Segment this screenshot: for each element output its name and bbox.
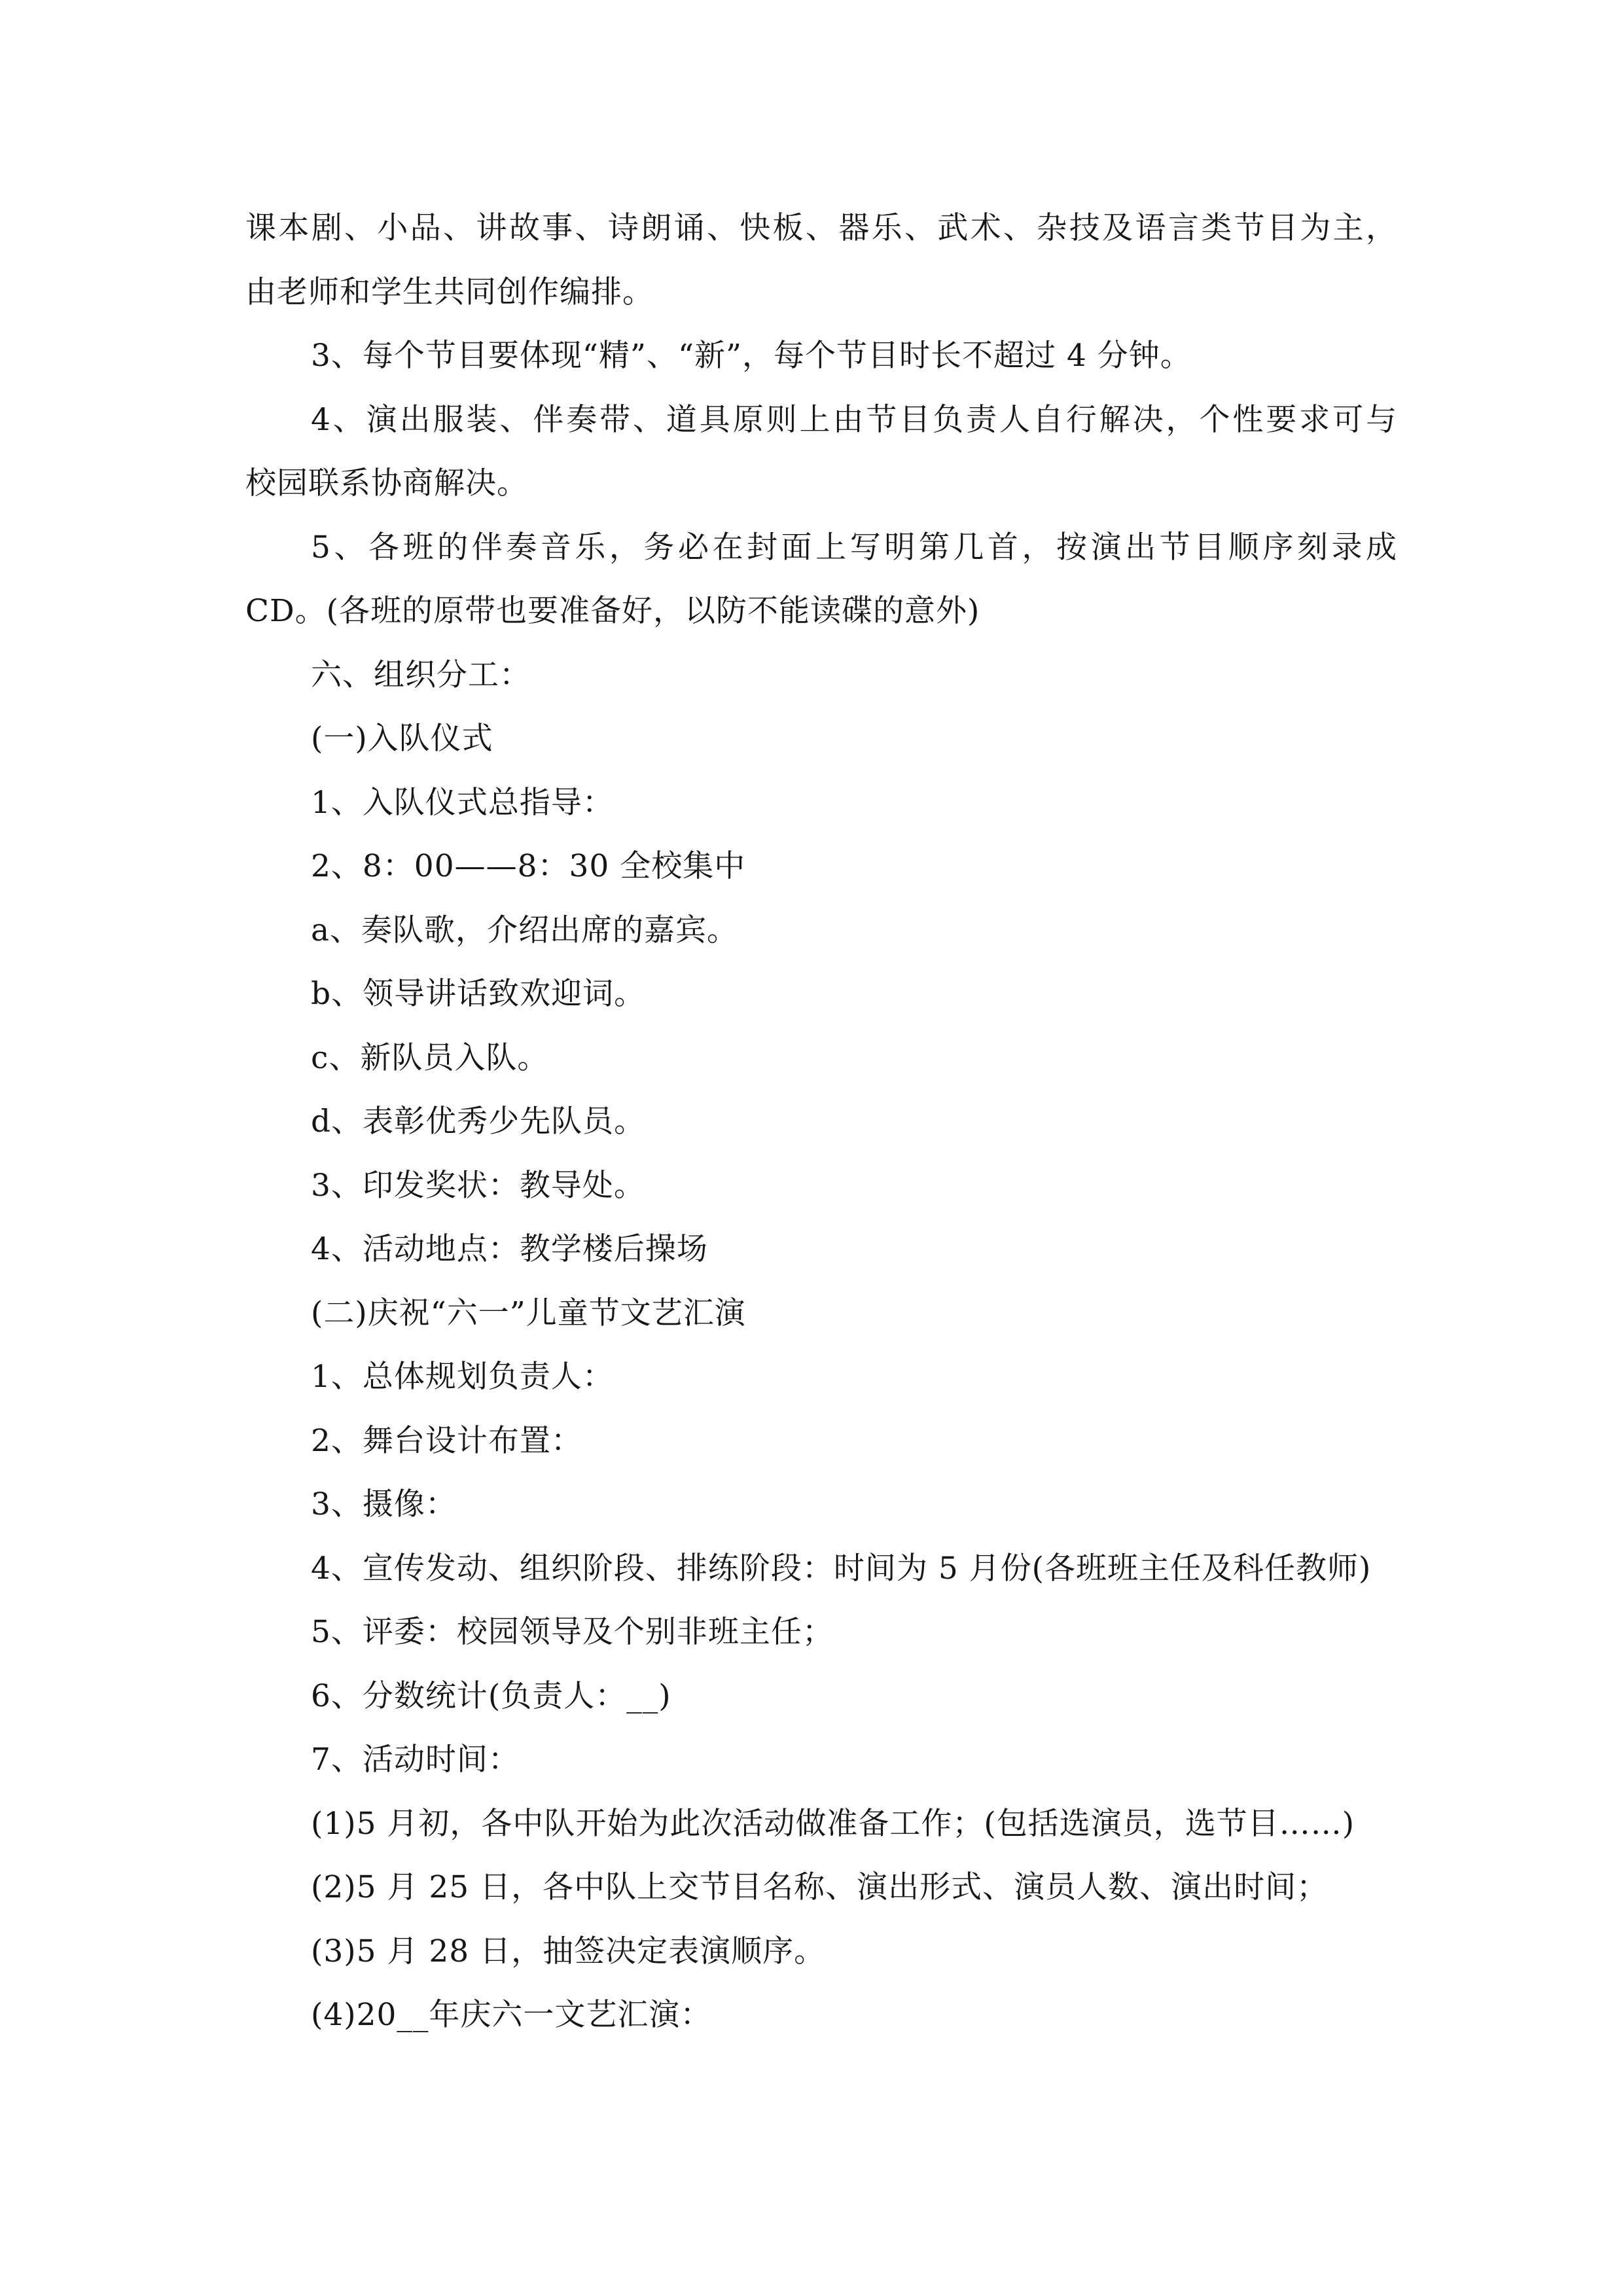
list-item: a、奏队歌，介绍出席的嘉宾。 (311, 912, 739, 948)
section-heading: 六、组织分工： (311, 656, 531, 693)
text-line: 4、演出服装、伴奏带、道具原则上由节目负责人自行解决，个性要求可与 (311, 401, 1397, 438)
list-item: c、新队员入队。 (311, 1039, 549, 1076)
text-line: 校园联系协商解决。 (245, 465, 528, 501)
list-item: (3)5 月 28 日，抽签决定表演顺序。 (311, 1933, 826, 1969)
list-item: 3、摄像： (311, 1486, 457, 1522)
list-item: 1、入队仪式总指导： (311, 784, 614, 821)
list-item: 7、活动时间： (311, 1742, 520, 1778)
list-item: 2、8：00——8：30 全校集中 (311, 848, 746, 884)
text-line: 由老师和学生共同创作编排。 (245, 274, 654, 310)
list-item: 3、印发奖状：教导处。 (311, 1167, 645, 1204)
list-item: 4、宣传发动、组织阶段、排练阶段：时间为 5 月份(各班班主任及科任教师) (311, 1550, 1372, 1587)
list-item: (2)5 月 25 日，各中队上交节目名称、演出形式、演员人数、演出时间； (311, 1869, 1329, 1905)
text-line: 3、每个节目要体现“精”、“新”，每个节目时长不超过 4 分钟。 (311, 338, 1192, 374)
subsection-heading: (二)庆祝“六一”儿童节文艺汇演 (311, 1295, 746, 1331)
document-body (245, 196, 1397, 2047)
list-item: 2、舞台设计布置： (311, 1422, 582, 1459)
subsection-heading: (一)入队仪式 (311, 721, 493, 757)
text-line: 课本剧、小品、讲故事、诗朗诵、快板、器乐、武术、杂技及语言类节目为主， (245, 210, 1397, 246)
list-item: 6、分数统计(负责人：__) (311, 1677, 671, 1714)
list-item: (4)20__年庆六一文艺汇演： (311, 1997, 712, 2033)
list-item: d、表彰优秀少先队员。 (311, 1103, 646, 1139)
text-line: 5、各班的伴奏音乐，务必在封面上写明第几首，按演出节目顺序刻录成 (311, 529, 1397, 565)
list-item: 4、活动地点：教学楼后操场 (311, 1231, 708, 1267)
text-line: CD。(各班的原带也要准备好，以防不能读碟的意外) (245, 593, 980, 629)
list-item: 5、评委：校园领导及个别非班主任； (311, 1614, 834, 1650)
list-item: 1、总体规划负责人： (311, 1359, 614, 1395)
list-item: (1)5 月初，各中队开始为此次活动做准备工作；(包括选演员，选节目……) (311, 1805, 1355, 1842)
list-item: b、领导讲话致欢迎词。 (311, 976, 646, 1012)
